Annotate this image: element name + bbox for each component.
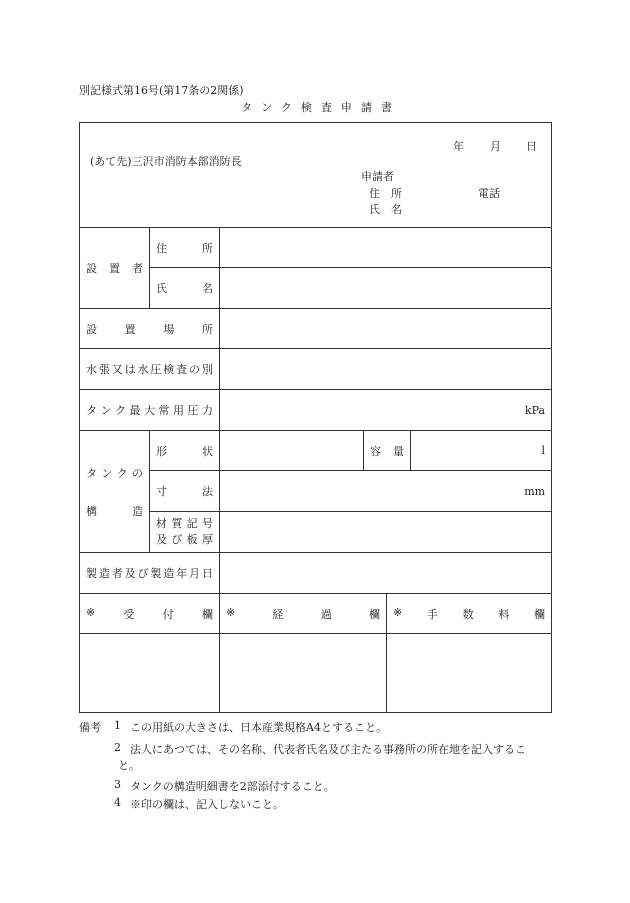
reception-box xyxy=(80,634,220,713)
header-block xyxy=(80,123,552,228)
reception-label: ※ 受 付 欄 xyxy=(80,594,220,634)
max-pressure-field[interactable] xyxy=(220,390,552,431)
manufacturer-label: 製 造 者 及 び 製 造 年 月 日 xyxy=(80,553,220,594)
note-3-number: 3 xyxy=(114,778,121,791)
form-number: 別記様式第16号(第17条の2関係) xyxy=(79,84,244,97)
year-label: 年 xyxy=(453,140,464,153)
note-2-continuation: と。 xyxy=(118,759,140,772)
phone-label: 電話 xyxy=(478,187,500,200)
material-field[interactable] xyxy=(220,512,552,553)
notes-label: 備考 xyxy=(79,721,101,734)
addressee: (あて先)三沢市消防本部消防長 xyxy=(90,155,242,168)
note-2: 法人にあつては、その名称、代表者氏名及び主たる事務所の所在地を記入するこ xyxy=(130,743,526,756)
progress-box xyxy=(220,634,387,713)
document-title: タンク検査申請書 xyxy=(241,101,401,114)
shape-label: 形 状 xyxy=(150,431,220,471)
max-pressure-label: タ ン ク 最 大 常 用 圧 力 xyxy=(80,390,220,431)
applicant-label: 申請者 xyxy=(361,170,394,183)
installer-name-field[interactable] xyxy=(220,268,552,309)
location-label: 設 置 場 所 xyxy=(80,309,220,349)
dimension-label: 寸 法 xyxy=(150,471,220,512)
pressure-unit: kPa xyxy=(524,403,546,417)
progress-label: ※ 経 過 欄 xyxy=(220,594,387,634)
test-type-label: 水 張 又 は 水 圧 検 査 の 別 xyxy=(80,349,220,390)
installer-name-label: 氏 名 xyxy=(150,268,220,309)
note-1-number: 1 xyxy=(114,719,121,732)
material-label: 材 質 記 号 及 び 板 厚 xyxy=(150,512,220,553)
applicant-address-label: 住 所 xyxy=(369,187,402,200)
month-label: 月 xyxy=(490,140,501,153)
dimension-field[interactable] xyxy=(220,471,552,512)
note-3: タンクの構造明細書を2部添付すること。 xyxy=(130,780,335,793)
location-field[interactable] xyxy=(220,309,552,349)
installer-address-label: 住 所 xyxy=(150,228,220,268)
installer-label: 設 置 者 xyxy=(80,228,150,309)
capacity-field[interactable] xyxy=(411,431,552,471)
tank-structure-label: タ ン ク の 構 造 xyxy=(80,431,150,553)
note-2-number: 2 xyxy=(114,741,121,754)
installer-address-field[interactable] xyxy=(220,228,552,268)
applicant-name-label: 氏 名 xyxy=(369,203,402,216)
test-type-field[interactable] xyxy=(220,349,552,390)
day-label: 日 xyxy=(526,140,537,153)
application-form-table xyxy=(79,122,552,713)
dimension-unit: mm xyxy=(524,484,546,498)
note-4-number: 4 xyxy=(114,796,121,809)
fee-label: ※ 手 数 料 欄 xyxy=(387,594,552,634)
capacity-unit: l xyxy=(541,444,546,457)
note-4: ※印の欄は、記入しないこと。 xyxy=(130,798,284,811)
shape-field[interactable] xyxy=(220,431,364,471)
manufacturer-field[interactable] xyxy=(220,553,552,594)
fee-box xyxy=(387,634,552,713)
note-1: この用紙の大きさは、日本産業規格A4とすること。 xyxy=(130,721,387,734)
capacity-label: 容 量 xyxy=(364,431,411,471)
